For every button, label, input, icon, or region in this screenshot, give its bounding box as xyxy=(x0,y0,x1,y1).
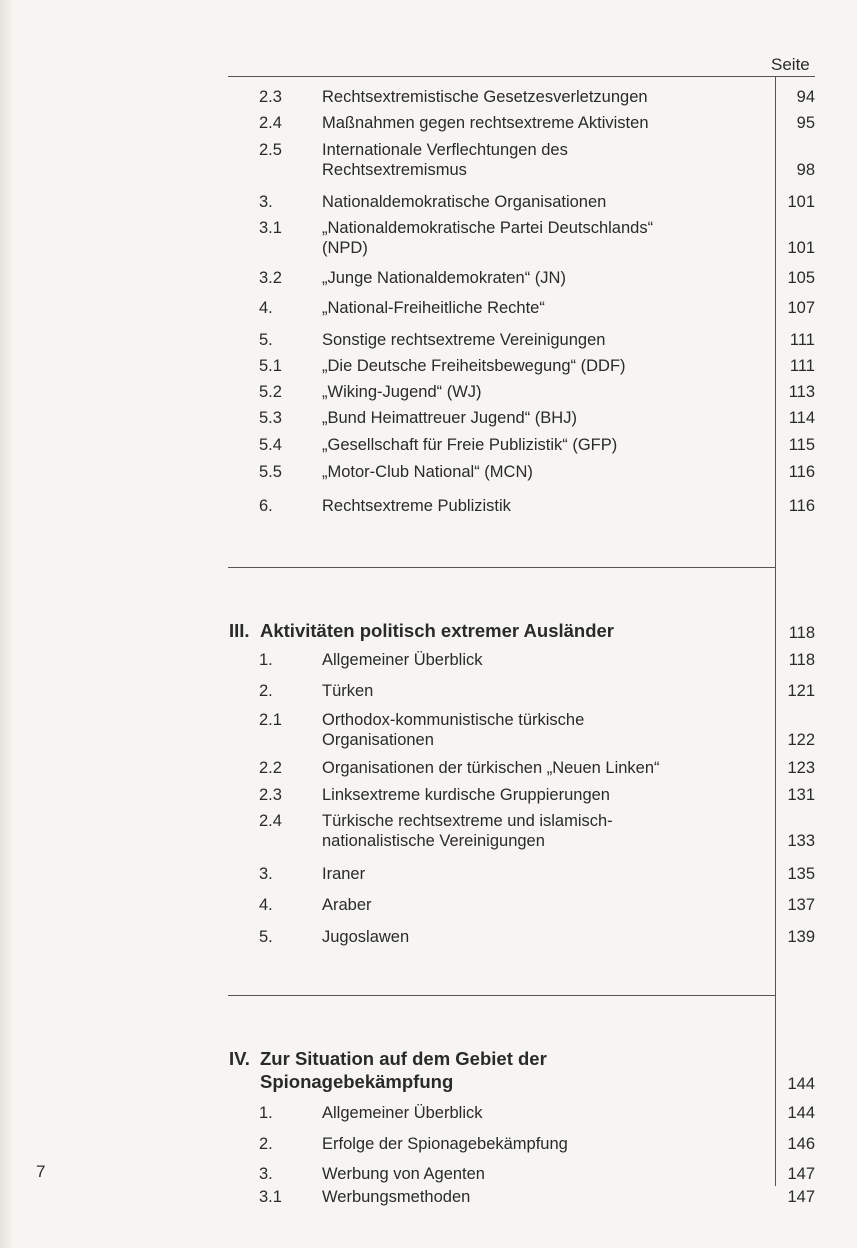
entry-title: Rechtsextremistische Gesetzesverletzungen xyxy=(322,88,648,106)
entry-title: Jugoslawen xyxy=(322,928,410,946)
entry-number: 2.5 xyxy=(259,141,282,159)
entry-page: 118 xyxy=(788,651,815,669)
entry-title: Nationaldemokratische Organisationen xyxy=(322,193,607,211)
entry-title: „Die Deutsche Freiheitsbewegung“ (DDF) xyxy=(322,357,626,375)
entry-page: 144 xyxy=(787,1104,815,1122)
entry-title xyxy=(322,710,762,750)
entry-number: III. xyxy=(229,620,250,641)
entry-number: 2.1 xyxy=(259,711,282,729)
seite-label: Seite xyxy=(771,55,810,74)
entry-page: 147 xyxy=(787,1165,815,1183)
entry-number: 2.2 xyxy=(259,759,282,777)
entry-number: IV. xyxy=(229,1048,250,1069)
entry-number: 3.1 xyxy=(259,219,282,237)
entry-page: 139 xyxy=(787,928,815,946)
entry-title-line: Organisationen xyxy=(322,731,434,749)
entry-title: Sonstige rechtsextreme Vereinigungen xyxy=(322,331,606,349)
entry-page: 123 xyxy=(787,759,815,777)
entry-title: Araber xyxy=(322,896,372,914)
entry-page: 111 xyxy=(789,357,815,375)
entry-page: 113 xyxy=(788,383,815,401)
entry-number: 1. xyxy=(259,651,273,669)
entry-number: 6. xyxy=(259,497,273,515)
rule-section-3 xyxy=(228,567,775,568)
page-edge-shadow xyxy=(0,0,14,1248)
entry-title xyxy=(260,1047,700,1093)
entry-title-line: nationalistische Vereinigungen xyxy=(322,832,545,850)
entry-page: 116 xyxy=(788,463,815,481)
entry-page: 133 xyxy=(787,832,815,850)
entry-title: Türken xyxy=(322,682,374,700)
entry-number: 2. xyxy=(259,1135,273,1153)
entry-page: 146 xyxy=(787,1135,815,1153)
entry-number: 5. xyxy=(259,331,273,349)
entry-title: Werbung von Agenten xyxy=(322,1165,485,1183)
entry-title: „National-Freiheitliche Rechte“ xyxy=(322,299,545,317)
rule-section-4 xyxy=(228,995,775,996)
entry-title-line: Spionagebekämpfung xyxy=(260,1071,454,1092)
entry-page: 94 xyxy=(796,88,815,106)
entry-number: 3. xyxy=(259,1165,273,1183)
entry-title: Werbungsmethoden xyxy=(322,1188,471,1206)
entry-title-line: „Nationaldemokratische Partei Deutschlands“ xyxy=(322,219,654,237)
entry-title-line: Rechtsextremismus xyxy=(322,161,467,179)
entry-title: Rechtsextreme Publizistik xyxy=(322,497,511,515)
entry-title-line: Türkische rechtsextreme und islamisch- xyxy=(322,812,613,830)
entry-title: Allgemeiner Überblick xyxy=(322,1104,483,1122)
entry-number: 2.4 xyxy=(259,114,282,132)
entry-page: 95 xyxy=(796,114,815,132)
entry-page: 118 xyxy=(788,624,815,642)
entry-number: 1. xyxy=(259,1104,273,1122)
entry-title: Maßnahmen gegen rechtsextreme Aktivisten xyxy=(322,114,649,132)
entry-title: „Bund Heimattreuer Jugend“ (BHJ) xyxy=(322,409,577,427)
entry-number: 3.1 xyxy=(259,1188,282,1206)
entry-title-line: Orthodox-kommunistische türkische xyxy=(322,711,585,729)
entry-page: 116 xyxy=(788,497,815,515)
entry-number: 3.2 xyxy=(259,269,282,287)
entry-page: 101 xyxy=(787,193,815,211)
entry-page: 131 xyxy=(787,786,815,804)
entry-number: 3. xyxy=(259,193,273,211)
entry-number: 4. xyxy=(259,896,273,914)
entry-page: 115 xyxy=(788,436,815,454)
entry-page: 98 xyxy=(796,161,815,179)
entry-title: Linksextreme kurdische Gruppierungen xyxy=(322,786,610,804)
entry-title-line: (NPD) xyxy=(322,239,368,257)
entry-number: 3. xyxy=(259,865,273,883)
entry-page: 101 xyxy=(787,239,815,257)
entry-number: 2.3 xyxy=(259,786,282,804)
entry-page: 114 xyxy=(788,409,815,427)
entry-number: 5.1 xyxy=(259,357,282,375)
page-column-divider xyxy=(775,76,776,1186)
entry-title-line: Internationale Verflechtungen des xyxy=(322,141,568,159)
entry-title xyxy=(322,140,762,180)
entry-page: 135 xyxy=(787,865,815,883)
entry-number: 5.4 xyxy=(259,436,282,454)
entry-title: Allgemeiner Überblick xyxy=(322,651,483,669)
entry-number: 2. xyxy=(259,682,273,700)
entry-page: 111 xyxy=(789,331,815,349)
entry-title: Erfolge der Spionagebekämpfung xyxy=(322,1135,568,1153)
entry-number: 5. xyxy=(259,928,273,946)
entry-number: 2.3 xyxy=(259,88,282,106)
entry-title xyxy=(322,811,762,851)
page-number: 7 xyxy=(36,1162,46,1181)
entry-page: 105 xyxy=(787,269,815,287)
entry-title-line: Zur Situation auf dem Gebiet der xyxy=(260,1048,547,1069)
entry-title: „Junge Nationaldemokraten“ (JN) xyxy=(322,269,566,287)
entry-page: 147 xyxy=(787,1188,815,1206)
entry-page: 137 xyxy=(787,896,815,914)
rule-top xyxy=(228,76,815,77)
entry-page: 121 xyxy=(787,682,815,700)
entry-title: „Gesellschaft für Freie Publizistik“ (GFP) xyxy=(322,436,618,454)
entry-title: Organisationen der türkischen „Neuen Linken“ xyxy=(322,759,660,777)
entry-number: 5.5 xyxy=(259,463,282,481)
entry-title xyxy=(322,218,762,258)
entry-number: 4. xyxy=(259,299,273,317)
entry-page: 144 xyxy=(787,1075,815,1093)
entry-number: 2.4 xyxy=(259,812,282,830)
entry-title: „Wiking-Jugend“ (WJ) xyxy=(322,383,482,401)
entry-title: Iraner xyxy=(322,865,366,883)
entry-number: 5.3 xyxy=(259,409,282,427)
entry-page: 122 xyxy=(787,731,815,749)
entry-title: „Motor-Club National“ (MCN) xyxy=(322,463,533,481)
entry-page: 107 xyxy=(787,299,815,317)
entry-title: Aktivitäten politisch extremer Ausländer xyxy=(260,620,615,641)
entry-number: 5.2 xyxy=(259,383,282,401)
